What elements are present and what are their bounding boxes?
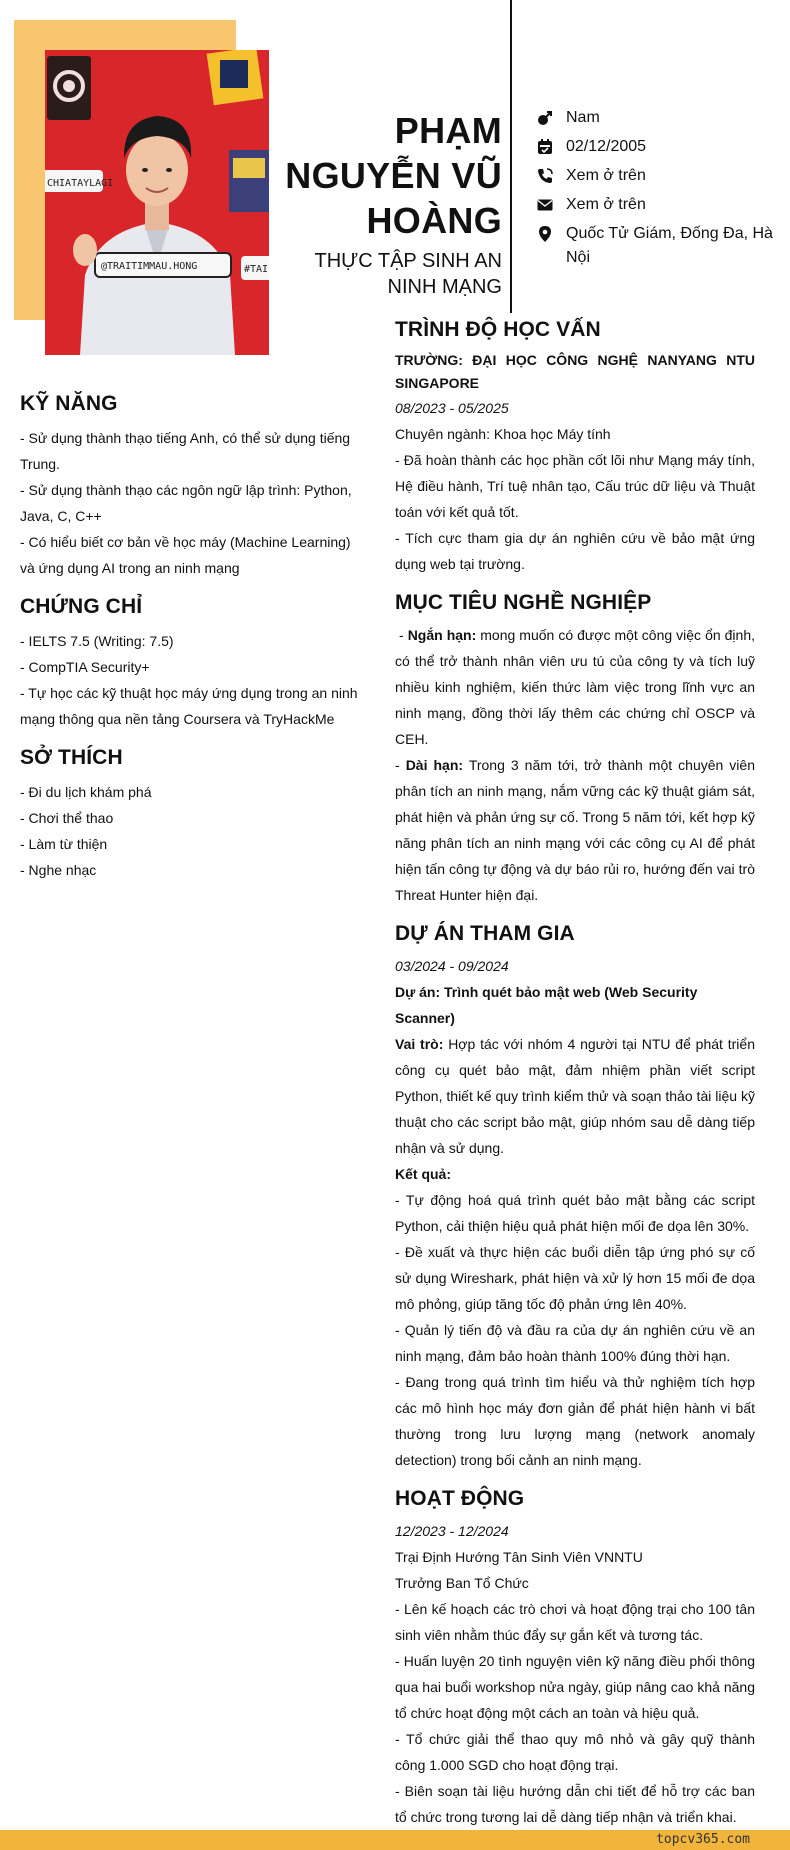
skill-item: - Có hiểu biết cơ bản về học máy (Machine Learning) và ứng dụng AI trong an ninh mạng xyxy=(20,534,351,576)
activity-item: - Biên soạn tài liệu hướng dẫn chi tiết để hỗ trợ các ban tổ chức trong tương lai dễ dàng tiếp nhận và triển khai. xyxy=(395,1783,755,1825)
phone-icon xyxy=(536,167,554,185)
contact-address xyxy=(536,222,776,270)
project-result-item: - Đang trong quá trình tìm hiểu và thử nghiệm tích hợp các mô hình học máy đơn giản để phát hiện hành vi bất thường trong lưu lượng mạng (network anomaly detection) trong bối cảnh an ninh mạng. xyxy=(395,1374,755,1468)
job-title xyxy=(202,248,502,300)
activity-role: Trưởng Ban Tổ Chức xyxy=(395,1575,529,1591)
footer-watermark: topcv365.com xyxy=(656,1832,750,1847)
hobby-item: - Chơi thể thao xyxy=(20,810,114,826)
name-line: HOÀNG xyxy=(366,200,502,241)
certificates-section xyxy=(20,595,360,732)
project-result-item: - Quản lý tiến độ và đầu ra của dự án nghiên cứu về an ninh mạng, đảm bảo hoàn thành 100% đúng thời hạn. xyxy=(395,1322,755,1364)
contact-email xyxy=(536,193,776,217)
section-title: MỤC TIÊU NGHỀ NGHIỆP xyxy=(395,591,652,614)
hobby-item: - Đi du lịch khám phá xyxy=(20,784,152,800)
project-role-text: Hợp tác với nhóm 4 người tại NTU để phát triển công cụ quét bảo mật, đảm nhiệm phần viết script Python, thiết kế quy trình kiểm thử và soạn thảo tài liệu kỹ thuật cho các script bảo mật, giúp nhóm sau dễ dàng tiếp nhận và sử dụng. xyxy=(395,1036,755,1156)
hobby-item: - Nghe nhạc xyxy=(20,862,97,878)
skills-section xyxy=(20,392,360,581)
certificate-item: - CompTIA Security+ xyxy=(20,659,150,675)
contact-phone xyxy=(536,164,776,188)
contact-list xyxy=(536,106,776,275)
right-column xyxy=(395,318,755,1844)
section-title: CHỨNG CHỈ xyxy=(20,595,143,618)
gender-icon xyxy=(536,109,554,127)
activities-section xyxy=(395,1487,755,1830)
contact-text: Xem ở trên xyxy=(566,196,646,213)
project-result-label: Kết quả: xyxy=(395,1166,451,1182)
photo-sign-text-center: @TRAITIMMAU.HONG xyxy=(101,261,198,272)
job-title-line: NINH MẠNG xyxy=(387,276,502,298)
left-column xyxy=(20,392,360,897)
photo-sign-text-left: CHIATAYLAGI xyxy=(47,178,114,189)
projects-section xyxy=(395,922,755,1473)
objective-short-label: Ngắn hạn: xyxy=(407,627,477,643)
activity-org: Trại Định Hướng Tân Sinh Viên VNNTU xyxy=(395,1549,643,1565)
calendar-icon xyxy=(536,138,554,156)
contact-text: Nam xyxy=(566,109,600,126)
contact-text: Quốc Tử Giám, Đống Đa, Hà Nội xyxy=(566,225,773,266)
objective-short-term: - Ngắn hạn: mong muốn có được một công việc ổn định, có thể trở thành nhân viên ưu tú của công ty và tích luỹ nhiều kinh nghiệm, kiến thức làm việc trong lĩnh vực an ninh mạng, đồng thời lấy thêm các chứng chỉ OSCP và CEH. xyxy=(395,627,755,747)
section-title: SỞ THÍCH xyxy=(20,746,123,769)
contact-text: Xem ở trên xyxy=(566,167,646,184)
objective-long-text: Trong 3 năm tới, trở thành một chuyên viên phân tích an ninh mạng, nắm vững các kỹ thuật giám sát, phát hiện và phản ứng sự cố. Trong 5 năm tới, kết hợp kỹ năng phân tích an ninh mạng với các công cụ AI để phát hiện tấn công tự động và dự báo rủi ro, hướng đến vai trò Threat Hunter hiện đại. xyxy=(395,757,755,903)
project-name: Dự án: Trình quét bảo mật web (Web Security Scanner) xyxy=(395,984,698,1026)
activity-item: - Huấn luyện 20 tình nguyện viên kỹ năng điều phối thông qua hai buổi workshop nửa ngày, giúp nâng cao khả năng tổ chức hoạt động một cách an toàn và hiệu quả. xyxy=(395,1653,755,1721)
contact-birthday xyxy=(536,135,776,159)
project-date: 03/2024 - 09/2024 xyxy=(395,958,509,974)
certificate-item: - IELTS 7.5 (Writing: 7.5) xyxy=(20,633,174,649)
career-objective-section xyxy=(395,591,755,908)
activity-date: 12/2023 - 12/2024 xyxy=(395,1523,509,1539)
section-title: TRÌNH ĐỘ HỌC VẤN xyxy=(395,318,601,341)
section-title: DỰ ÁN THAM GIA xyxy=(395,922,575,945)
education-date: 08/2023 - 05/2025 xyxy=(395,400,509,416)
project-role-label: Vai trò: xyxy=(395,1036,444,1052)
photo-sign-text-right: #TAI xyxy=(244,264,269,275)
certificate-item: - Tự học các kỹ thuật học máy ứng dụng trong an ninh mạng thông qua nền tảng Coursera và TryHackMe xyxy=(20,685,358,727)
school-name: TRƯỜNG: ĐẠI HỌC CÔNG NGHỆ NANYANG NTU SINGAPORE xyxy=(395,352,755,391)
footer-bar xyxy=(0,1830,790,1850)
job-title-line: THỰC TẬP SINH AN xyxy=(314,250,502,272)
name-line: NGUYỄN VŨ xyxy=(285,155,502,196)
education-section xyxy=(395,318,755,577)
project-result-item: - Tự động hoá quá trình quét bảo mật bằng các script Python, cải thiện hiệu quả phát hiện mối đe dọa lên 30%. xyxy=(395,1192,755,1234)
candidate-name xyxy=(202,108,502,243)
hobbies-section xyxy=(20,746,360,883)
header-divider xyxy=(510,0,512,313)
email-icon xyxy=(536,196,554,214)
hobby-item: - Làm từ thiện xyxy=(20,836,108,852)
activity-item: - Lên kế hoạch các trò chơi và hoạt động trại cho 100 tân sinh viên nhằm thúc đẩy sự gắn kết và tương tác. xyxy=(395,1601,755,1643)
section-title: KỸ NĂNG xyxy=(20,392,118,415)
objective-long-label: Dài hạn: xyxy=(405,757,464,773)
project-role xyxy=(395,1031,755,1161)
contact-text: 02/12/2005 xyxy=(566,138,647,155)
skill-item: - Sử dụng thành thạo tiếng Anh, có thể sử dụng tiếng Trung. xyxy=(20,430,351,472)
project-result-item: - Đề xuất và thực hiện các buổi diễn tập ứng phó sự cố sử dụng Wireshark, phát hiện và xử lý hơn 15 mối đe dọa mô phỏng, giúp tăng tốc độ phản ứng lên 40%. xyxy=(395,1244,755,1312)
objective-short-text: mong muốn có được một công việc ổn định, có thể trở thành nhân viên ưu tú của công ty và tích luỹ nhiều kinh nghiệm, kiến thức làm việc trong lĩnh vực an ninh mạng, đồng thời lấy thêm các chứng chỉ OSCP và CEH. xyxy=(395,627,755,747)
objective-long-term: - Dài hạn: Trong 3 năm tới, trở thành một chuyên viên phân tích an ninh mạng, nắm vững các kỹ thuật giám sát, phát hiện và phản ứng sự cố. Trong 5 năm tới, kết hợp kỹ năng phân tích an ninh mạng với các công cụ AI để phát hiện tấn công tự động và dự báo rủi ro, hướng đến vai trò Threat Hunter hiện đại. xyxy=(395,757,755,903)
location-icon xyxy=(536,225,554,243)
name-line: PHẠM xyxy=(394,110,502,151)
education-item: - Tích cực tham gia dự án nghiên cứu về bảo mật ứng dụng web tại trường. xyxy=(395,530,755,572)
section-title: HOẠT ĐỘNG xyxy=(395,1487,525,1510)
education-item: - Đã hoàn thành các học phần cốt lõi như Mạng máy tính, Hệ điều hành, Trí tuệ nhân tạo, Cấu trúc dữ liệu và Thuật toán với kết quả tốt. xyxy=(395,452,755,520)
activity-item: - Tổ chức giải thể thao quy mô nhỏ và gây quỹ thành công 1.000 SGD cho hoạt động trại. xyxy=(395,1731,755,1773)
skill-item: - Sử dụng thành thạo các ngôn ngữ lập trình: Python, Java, C, C++ xyxy=(20,482,352,524)
contact-gender xyxy=(536,106,776,130)
education-major: Chuyên ngành: Khoa học Máy tính xyxy=(395,426,611,442)
